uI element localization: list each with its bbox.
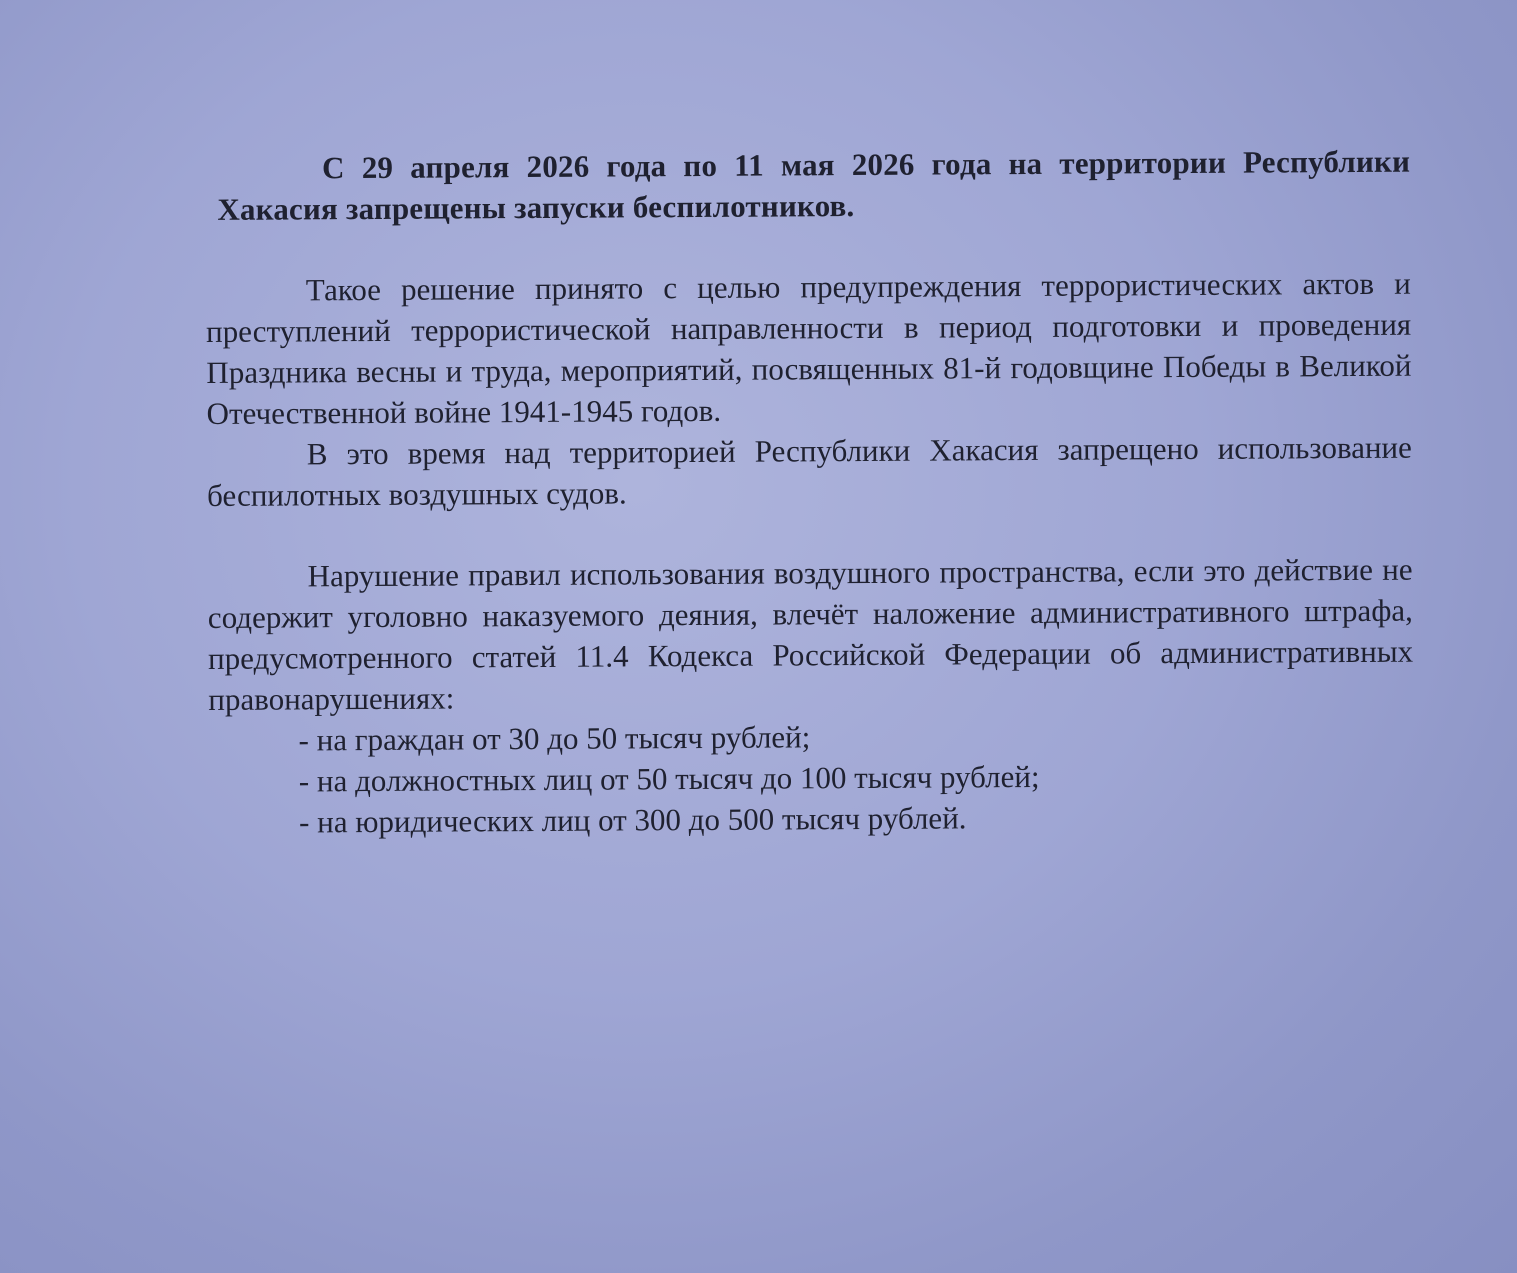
list-item: - на юридических лиц от 300 до 500 тысяч рублей. xyxy=(299,800,967,840)
list-item: - на граждан от 30 до 50 тысяч рублей; xyxy=(298,719,811,758)
fines-list xyxy=(208,713,1414,843)
paragraph-purpose: Такое решение принято с целью предупреждения террористических актов и преступлений террористической направленности в период подготовки и проведения Праздника весны и труда, мероприятий, посвященных 81-й годовщине Победы в Великой Отечественной войне 1941-1945 годов. xyxy=(206,265,1412,431)
list-item: - на должностных лиц от 50 тысяч до 100 тысяч рублей; xyxy=(298,758,1040,799)
document-text xyxy=(205,141,1414,843)
paragraph-violation: Нарушение правил использования воздушного пространства, если это действие не содержит уголовно наказуемого деяния, влечёт наложение административного штрафа, предусмотренного статей 11.4 Кодекса Российской Федерации об административных правонарушениях: xyxy=(207,551,1414,717)
paragraph-ban: В это время над территорией Республики Хакасия запрещено использование беспилотных воздушных судов. xyxy=(207,429,1412,513)
headline: С 29 апреля 2026 года по 11 мая 2026 года на территории Республики Хакасия запрещены запуски беспилотников. xyxy=(217,143,1411,227)
